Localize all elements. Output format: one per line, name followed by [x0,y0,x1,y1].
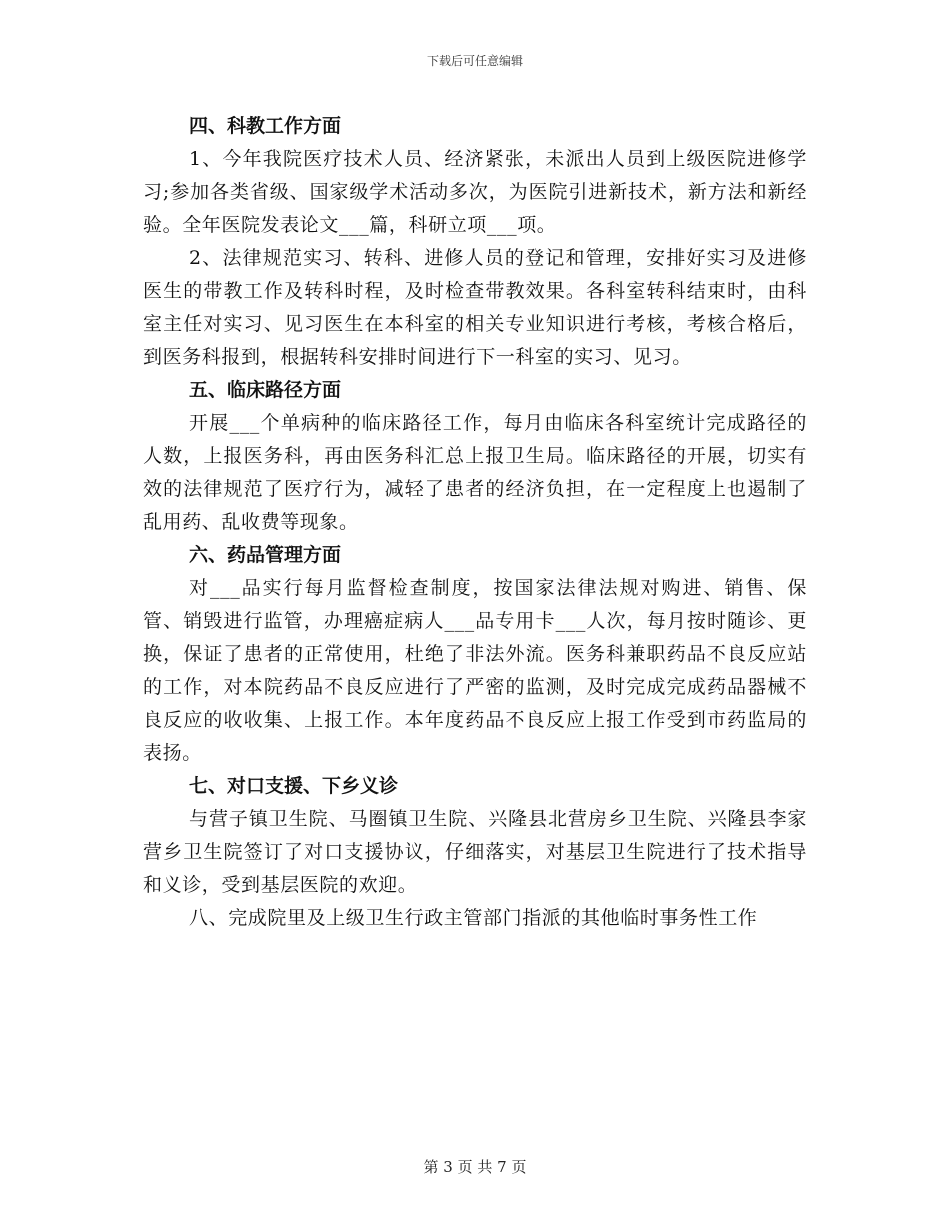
section-clinical-pathway [143,374,807,539]
paragraph: 开展___个单病种的临床路径工作，每月由临床各科室统计完成路径的人数，上报医务科，再由医务科汇总上报卫生局。临床路径的开展，切实有效的法律规范了医疗行为，减轻了患者的经济负担，在一定程度上也遏制了乱用药、乱收费等现象。 [143,412,807,533]
section-heading: 五、临床路径方面 [189,379,342,401]
page-header: 下载后可任意编辑 [426,54,523,68]
section-drug-management [143,539,807,770]
paragraph: 2、法律规范实习、转科、进修人员的登记和管理，安排好实习及进修医生的带教工作及转科时程，及时检查带教效果。各科室转科结束时，由科室主任对实习、见习医生在本科室的相关专业知识进行考核，考核合格后，到医务科报到，根据转科安排时间进行下一科室的实习、见习。 [143,247,807,368]
section-counterpart-support [143,770,807,935]
paragraph: 对___品实行每月监督检查制度，按国家法律法规对购进、销售、保管、销毁进行监管，办理癌症病人___品专用卡___人次，每月按时随诊、更换，保证了患者的正常使用，杜绝了非法外流。医务科兼职药品不良反应站的工作，对本院药品不良反应进行了严密的监测，及时完成完成药品器械不良反应的收收集、上报工作。本年度药品不良反应上报工作受到市药监局的表扬。 [143,577,807,764]
paragraph: 八、完成院里及上级卫生行政主管部门指派的其他临时事务性工作 [189,907,758,929]
section-heading: 六、药品管理方面 [189,544,342,566]
section-heading: 四、科教工作方面 [189,115,342,137]
page-footer: 第 3 页 共 7 页 [423,1158,527,1176]
document-body [143,110,807,935]
section-heading: 七、对口支援、下乡义诊 [189,775,399,797]
paragraph: 与营子镇卫生院、马圈镇卫生院、兴隆县北营房乡卫生院、兴隆县李家营乡卫生院签订了对口支援协议，仔细落实，对基层卫生院进行了技术指导和义诊，受到基层医院的欢迎。 [143,808,807,896]
paragraph: 1、今年我院医疗技术人员、经济紧张，未派出人员到上级医院进修学习;参加各类省级、国家级学术活动多次，为医院引进新技术，新方法和新经验。全年医院发表论文___篇，科研立项___项。 [143,148,807,236]
section-science-education [143,110,807,374]
